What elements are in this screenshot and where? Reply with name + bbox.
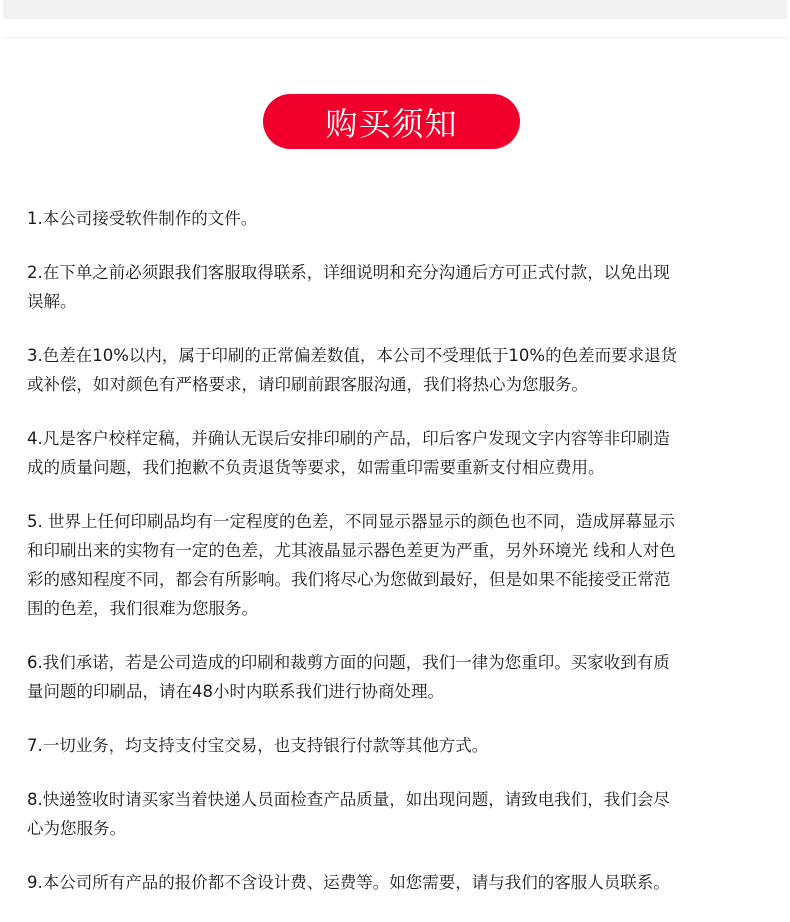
- notice-line: 7.一切业务，均支持支付宝交易，也支持银行付款等其他方式。: [27, 736, 489, 755]
- notice-line: 误解。: [27, 292, 77, 311]
- title-text: 购买须知: [325, 104, 458, 143]
- notice-line: 围的色差，我们很难为您服务。: [27, 599, 258, 618]
- notice-line: 和印刷出来的实物有一定的色差，尤其液晶显示器色差更为严重，另外环境光 线和人对色: [27, 541, 676, 560]
- notice-item: [27, 204, 787, 233]
- notice-item: [27, 785, 787, 843]
- notice-item: [27, 507, 787, 623]
- notice-line: 1.本公司接受软件制作的文件。: [27, 209, 258, 228]
- notice-line: 3.色差在10%以内，属于印刷的正常偏差数值，本公司不受理低于10%的色差而要求退货: [27, 346, 678, 365]
- top-bar: [3, 0, 787, 19]
- notice-line: 或补偿，如对颜色有严格要求，请印刷前跟客服沟通，我们将热心为您服务。: [27, 375, 588, 394]
- notice-line: 9.本公司所有产品的报价都不含设计费、运费等。如您需要，请与我们的客服人员联系。: [27, 873, 670, 892]
- notice-item: [27, 424, 787, 482]
- notice-line: 量问题的印刷品，请在48小时内联系我们进行协商处理。: [27, 682, 444, 701]
- notice-line: 8.快递签收时请买家当着快递人员面检查产品质量，如出现问题，请致电我们，我们会尽: [27, 790, 670, 809]
- notice-item: [27, 341, 787, 399]
- notice-line: 5. 世界上任何印刷品均有一定程度的色差，不同显示器显示的颜色也不同，造成屏幕显示: [27, 512, 675, 531]
- notice-item: [27, 868, 787, 897]
- notice-item: [27, 731, 787, 760]
- notice-item: [27, 648, 787, 706]
- notice-item: [27, 258, 787, 316]
- purchase-notice-title: [263, 94, 520, 149]
- notice-line: 4.凡是客户校样定稿，并确认无误后安排印刷的产品，印后客户发现文字内容等非印刷造: [27, 429, 670, 448]
- notice-line: 心为您服务。: [27, 819, 126, 838]
- notice-list: [27, 204, 787, 922]
- notice-line: 6.我们承诺，若是公司造成的印刷和裁剪方面的问题，我们一律为您重印。买家收到有质: [27, 653, 670, 672]
- notice-line: 彩的感知程度不同，都会有所影响。我们将尽心为您做到最好，但是如果不能接受正常范: [27, 570, 671, 589]
- divider: [3, 37, 787, 38]
- notice-line: 2.在下单之前必须跟我们客服取得联系，详细说明和充分沟通后方可正式付款，以免出现: [27, 263, 670, 282]
- notice-line: 成的质量问题，我们抱歉不负责退货等要求，如需重印需要重新支付相应费用。: [27, 458, 605, 477]
